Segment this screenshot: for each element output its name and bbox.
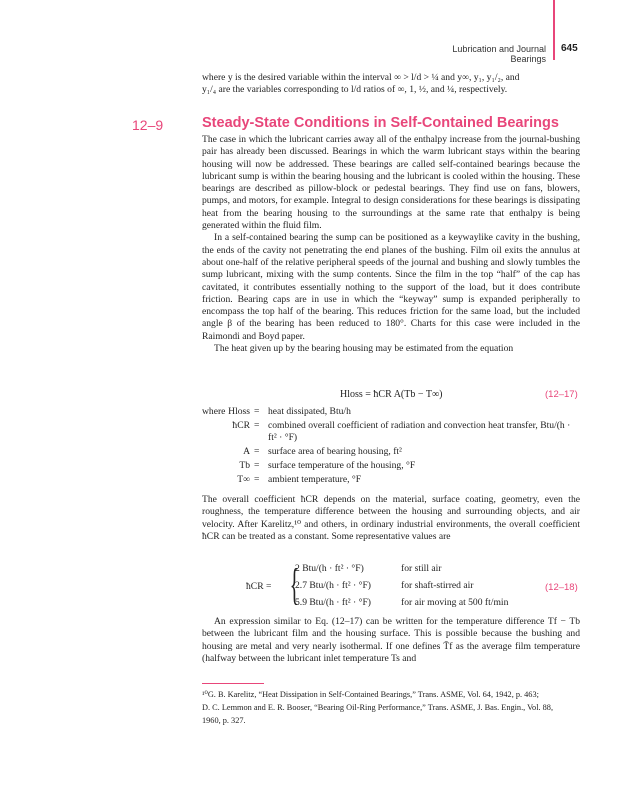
equals-sign: = [254,420,260,431]
body-block-1 [202,134,580,355]
variable-definitions [202,406,580,488]
definition-text: surface temperature of the housing, °F [268,460,416,471]
coefficient-value: 5.9 Btu/(h · ft² · °F) [295,597,371,608]
definition-text: heat dissipated, Btu/h [268,406,351,417]
equation-12-18 [202,560,580,613]
definition-row [202,446,580,460]
equals-sign: = [254,460,260,471]
where-label: where [202,406,226,417]
equals-sign: = [254,446,260,457]
coefficient-condition: for shaft-stirred air [401,580,474,591]
definition-row [202,406,580,420]
section-number: 12–9 [132,117,164,133]
equation-12-18-number: (12–18) [545,582,578,593]
definition-row [202,420,580,446]
definition-symbol: ħCR [232,420,250,431]
header-accent-rule [553,0,555,60]
body-block-3 [202,616,580,665]
paragraph-2: In a self-contained bearing the sump can be positioned as a keywaylike cavity in the bushing, the ends of the cavity not penetrating the end planes of the bushing. Film oil exits the annulus at about one-half of the relative peripheral speeds of the journal and bushing and slowly tumbles the sump lubricant, mixing with the sump contents. Since the film in the top “half” of the cap has cavitated, it contributes essentially nothing to the support of the load, but it does contribute friction. Bearing caps are in use in which the “keyway” sump is expanded peripherally to encompass the top half of the bearing. This reduces friction for the same load, but the included angle β of the bearing has been reduced to 180°. Charts for this case were included in the Raimondi and Boyd paper. [202,232,580,342]
definition-symbol: T∞ [237,474,250,485]
page-number: 645 [561,43,578,54]
definition-text: surface area of bearing housing, ft² [268,446,402,457]
equals-sign: = [254,474,260,485]
definition-row [202,474,580,488]
body-block-2 [202,494,580,543]
intro-line-2: y₁/₄ are the variables corresponding to l/d ratios of ∞, 1, ½, and ¼, respectively. [202,84,508,96]
section-title: Steady-State Conditions in Self-Contained Bearings [202,115,559,131]
footnote-line-1: ¹⁰G. B. Karelitz, “Heat Dissipation in Self-Contained Bearings,” Trans. ASME, Vol. 64, 1942, p. 463; [202,690,539,699]
definition-row [202,460,580,474]
paragraph-1: The case in which the lubricant carries away all of the enthalpy increase from the journal-bushing pair has already been discussed. Bearings in which the warm lubricant stays within the bearing housing will now be addressed. These bearings are called self-contained bearings because the lubricant sump is within the bearing housing and the lubricant is cooled within the housing. These bearings are described as pillow-block or pedestal bearings. They find use on fans, blowers, pumps, and motors, for example. Integral to design considerations for these bearings is dissipating heat from the bearing housing to the surroundings at the same rate that enthalpy is being generated within the fluid film. [202,134,580,232]
intro-line-1: where y is the desired variable within the interval ∞ > l/d > ¼ and y∞, y₁, y₁/₂, and [202,72,520,83]
equation-12-17: Hloss = ħCR A(Tb − T∞) [340,389,443,400]
footnote [202,688,580,727]
footnote-rule [202,683,264,684]
left-brace-icon: { [289,560,300,609]
footnote-line-2: D. C. Lemmon and E. R. Booser, “Bearing Oil-Ring Performance,” Trans. ASME, J. Bas. Engin., Vol. 88, [202,703,554,712]
definition-text: combined overall coefficient of radiation and convection heat transfer, Btu/(h · ft² · °F) [268,420,571,444]
definition-symbol: A [243,446,250,457]
paragraph-4: The overall coefficient ħCR depends on the material, surface coating, geometry, even the roughness, the temperature difference between the housing and surrounding objects, and air velocity. After Karelitz,¹⁰ and others, in ordinary industrial environments, the overall coefficient ħCR can be treated as a constant. Some representative values are [202,494,580,542]
paragraph-5: An expression similar to Eq. (12–17) can be written for the temperature difference Tf − Tb between the lubricant film and the housing surface. This is possible because the bushing and housing are metal and very nearly isothermal. If one defines T̄f as the average film temperature (halfway between the lubricant inlet temperature Ts and [202,616,580,664]
footnote-line-3: 1960, p. 327. [202,716,246,725]
coefficient-value: 2 Btu/(h · ft² · °F) [295,563,364,574]
running-header: Lubrication and Journal Bearings [452,44,546,64]
definition-symbol: Hloss [228,406,250,417]
definition-symbol: Tb [239,460,250,471]
coefficient-condition: for air moving at 500 ft/min [401,597,509,608]
equation-12-17-number: (12–17) [545,389,578,400]
equation-12-18-lhs: ħCR = [246,581,272,592]
definition-text: ambient temperature, °F [268,474,362,485]
equals-sign: = [254,406,260,417]
coefficient-condition: for still air [401,563,442,574]
intro-text [202,72,580,97]
paragraph-3: The heat given up by the bearing housing may be estimated from the equation [214,343,514,355]
coefficient-value: 2.7 Btu/(h · ft² · °F) [295,580,371,591]
